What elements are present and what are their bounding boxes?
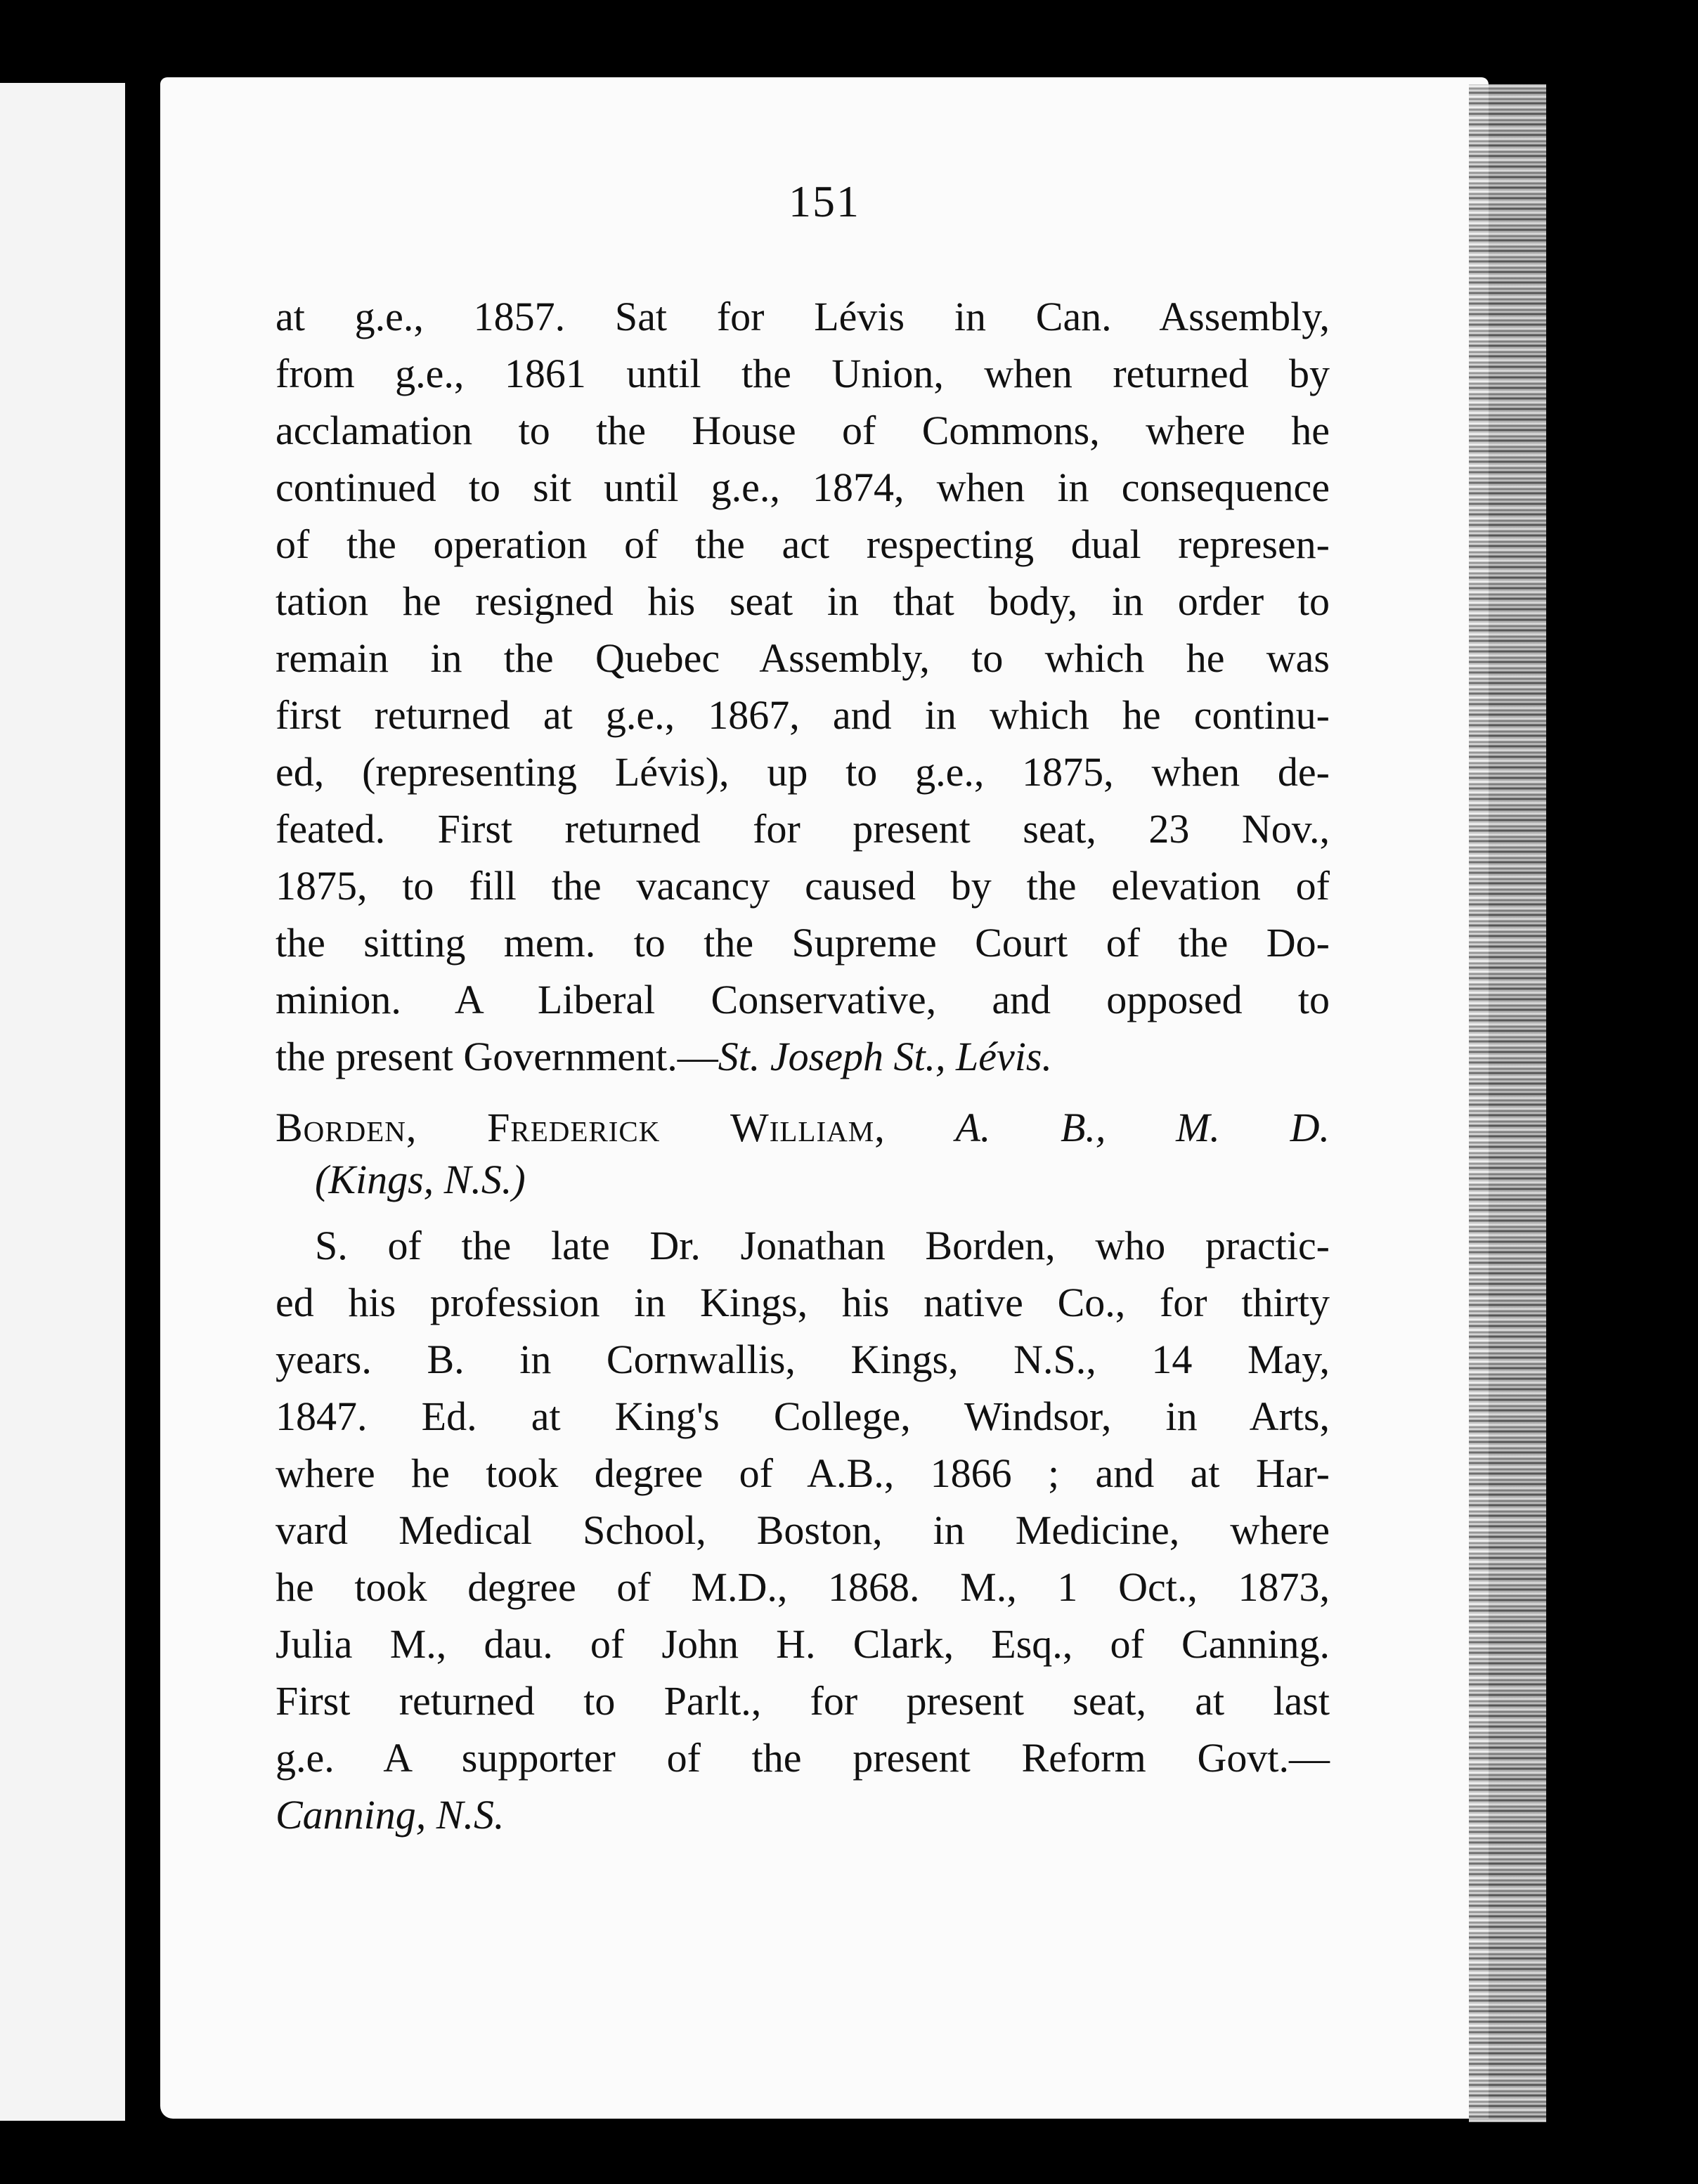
text-line: at g.e., 1857. Sat for Lévis in Can. Assembly,: [276, 294, 1330, 339]
text-line: 1847. Ed. at King's College, Windsor, in Arts,: [276, 1393, 1330, 1439]
member-name-line: [276, 1102, 1330, 1154]
address: St. Joseph St., Lévis.: [718, 1034, 1052, 1079]
text-line: acclamation to the House of Commons, where he: [276, 408, 1330, 453]
entry-biography: [276, 1217, 1330, 1843]
text-line: feated. First returned for present seat, 23 Nov.,: [276, 806, 1330, 852]
text-line: first returned at g.e., 1867, and in which he continu-: [276, 692, 1330, 738]
last-line-text: the present Government.—: [276, 1034, 718, 1079]
page: [160, 77, 1489, 2119]
text-line: [276, 1028, 1330, 1085]
constituency: (Kings, N.S.): [315, 1157, 526, 1202]
text-line: from g.e., 1861 until the Union, when returned by: [276, 351, 1330, 396]
body-text: [276, 288, 1330, 1843]
text-line: years. B. in Cornwallis, Kings, N.S., 14 May,: [276, 1337, 1330, 1382]
previous-entry-continuation: [276, 288, 1330, 1085]
page-number: 151: [789, 176, 860, 226]
text-line: continued to sit until g.e., 1874, when in consequence: [276, 464, 1330, 510]
page-gutter: [125, 77, 160, 2115]
entry-heading: [276, 1102, 1330, 1206]
text-line: of the operation of the act respecting dual represen-: [276, 521, 1330, 567]
scanned-page-edge: [1469, 84, 1546, 2122]
member-degrees: A. B., M. D.: [955, 1105, 1330, 1150]
member-surname: Borden,: [276, 1105, 417, 1150]
member-given-names: Frederick William,: [487, 1105, 886, 1150]
text-line: remain in the Quebec Assembly, to which he was: [276, 635, 1330, 681]
text-line: ed his profession in Kings, his native Co., for thirty: [276, 1280, 1330, 1325]
text-line: minion. A Liberal Conservative, and opposed to: [276, 977, 1330, 1022]
text-line: 1875, to fill the vacancy caused by the elevation of: [276, 863, 1330, 909]
previous-page-strip: [0, 83, 125, 2121]
text-line: ed, (representing Lévis), up to g.e., 1875, when de-: [276, 749, 1330, 795]
text-line: Julia M., dau. of John H. Clark, Esq., of Canning.: [276, 1621, 1330, 1667]
text-line: vard Medical School, Boston, in Medicine, where: [276, 1507, 1330, 1553]
text-line: tation he resigned his seat in that body, in order to: [276, 578, 1330, 624]
text-line: g.e. A supporter of the present Reform Govt.—: [276, 1735, 1330, 1781]
text-line: where he took degree of A.B., 1866 ; and at Har-: [276, 1450, 1330, 1496]
text-line: First returned to Parlt., for present seat, at last: [276, 1678, 1330, 1724]
text-line: the sitting mem. to the Supreme Court of the Do-: [276, 920, 1330, 966]
text-line: S. of the late Dr. Jonathan Borden, who practic-: [315, 1223, 1330, 1268]
address: Canning, N.S.: [276, 1792, 505, 1838]
text-line: he took degree of M.D., 1868. M., 1 Oct., 1873,: [276, 1564, 1330, 1610]
